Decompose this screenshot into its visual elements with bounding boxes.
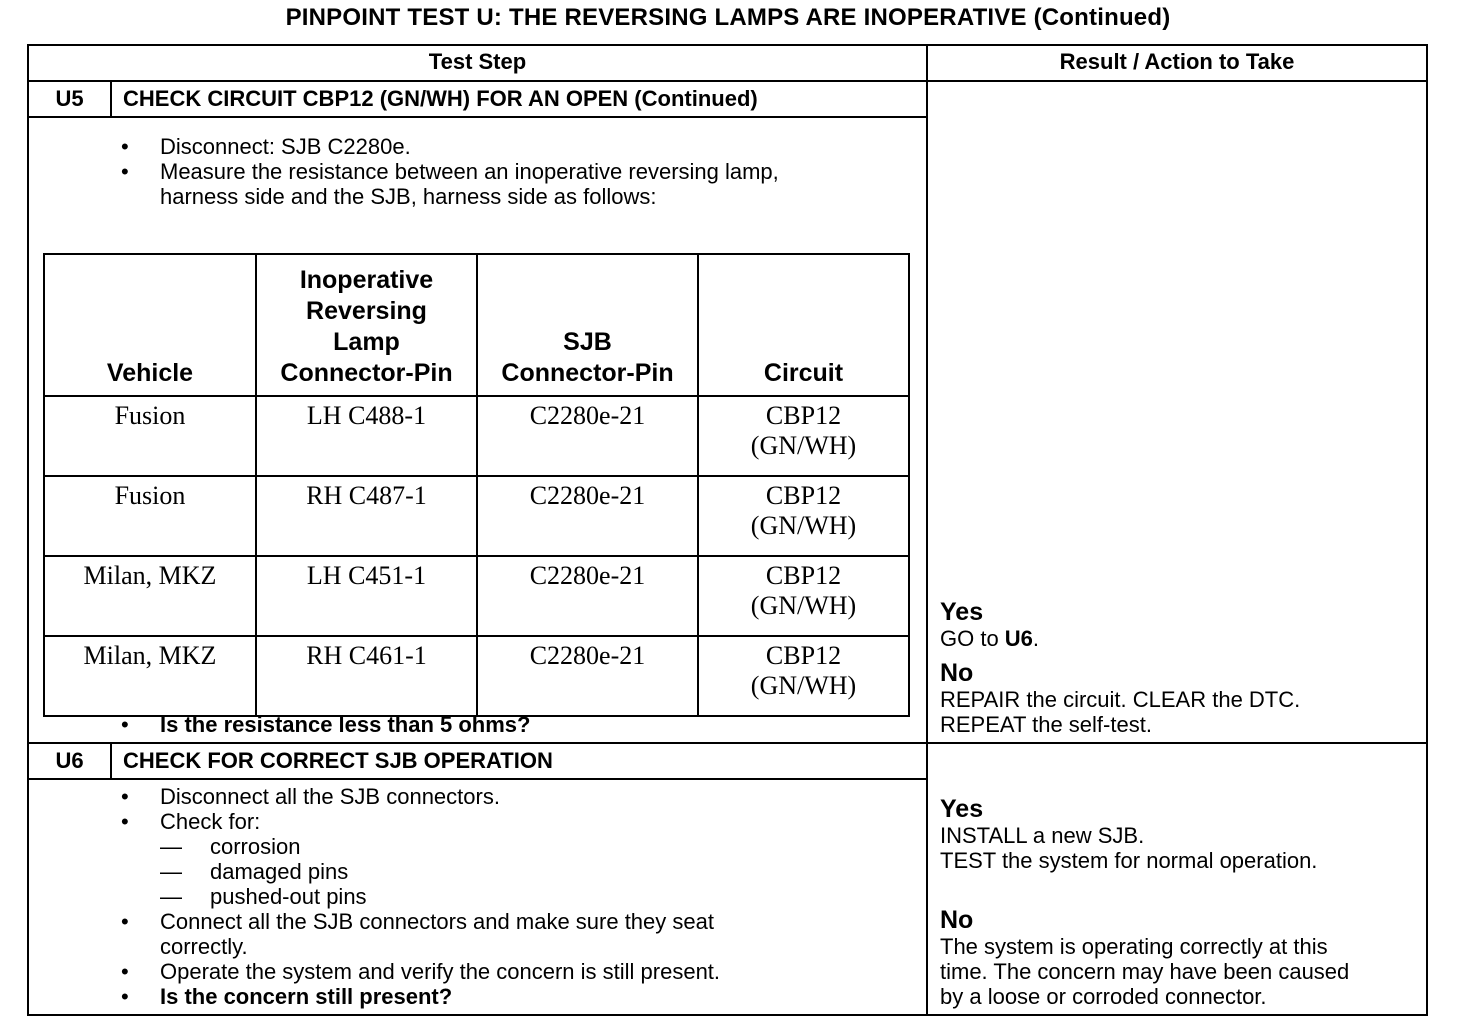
circuit-cell [698,476,909,556]
circuit-id: CBP12 [765,401,842,430]
vehicle-cell: Fusion [44,396,256,476]
table-row [44,476,909,556]
u6-question: Is the concern still present? [160,984,453,1009]
dash-icon: — [160,859,182,884]
circuit-color: (GN/WH) [750,671,857,700]
u6-step-number: U6 [55,748,84,773]
spec-table-header-row [44,254,909,396]
circuit-cell [698,396,909,476]
u6-yes-label: Yes [940,795,984,823]
u5-title-divider [27,116,927,118]
u6-instruction-connect-cont: correctly. [160,934,248,959]
sjb-connector-cell: C2280e-21 [477,556,698,636]
lamp-connector-cell: LH C451-1 [256,556,477,636]
header-line: SJB [563,328,612,356]
lamp-connector-cell: LH C488-1 [256,396,477,476]
test-step-header: Test Step [428,49,527,74]
sjb-connector-cell: C2280e-21 [477,396,698,476]
dash-icon: — [160,884,182,909]
result-header: Result / Action to Take [1059,49,1295,74]
u6-no-action-2: time. The concern may have been caused [940,959,1350,984]
vehicle-cell: Milan, MKZ [44,636,256,716]
header-line: Connector-Pin [501,359,674,387]
circuit-cell [698,556,909,636]
u6-instruction-connect: Connect all the SJB connectors and make sure they seat [160,909,714,934]
bullet-icon: • [121,959,129,984]
u6-title-divider [27,778,927,780]
circuit-id: CBP12 [765,641,842,670]
check-item-corrosion: corrosion [210,834,301,859]
u5-instruction-measure: Measure the resistance between an inoperative reversing lamp, [160,159,779,184]
dash-icon: — [160,834,182,859]
header-line: Inoperative [299,266,434,294]
u5-instruction-measure-cont: harness side and the SJB, harness side as follows: [160,184,657,209]
u5-instruction-disconnect: Disconnect: SJB C2280e. [160,134,411,159]
sjb-connector-header [477,254,698,396]
bullet-icon: • [121,984,129,1009]
vehicle-header: Vehicle [44,254,256,396]
lamp-connector-header [256,254,477,396]
header-line: Connector-Pin [280,359,453,387]
sjb-connector-cell: C2280e-21 [477,476,698,556]
u6-number-divider [110,743,112,780]
circuit-color: (GN/WH) [750,511,857,540]
u6-no-label: No [940,906,974,934]
u5-number-divider [110,81,112,118]
u6-step-title: CHECK FOR CORRECT SJB OPERATION [123,748,553,773]
bullet-icon: • [121,809,129,834]
column-divider [926,44,928,1016]
sjb-connector-cell: C2280e-21 [477,636,698,716]
header-line: Lamp [333,328,400,356]
table-row [44,636,909,716]
u5-step-title: CHECK CIRCUIT CBP12 (GN/WH) FOR AN OPEN (Continued) [123,86,758,111]
bullet-icon: • [121,909,129,934]
lamp-connector-cell: RH C461-1 [256,636,477,716]
u5-yes-action [940,626,1039,651]
u5-no-action-2: REPEAT the self-test. [940,712,1152,737]
circuit-color: (GN/WH) [750,591,857,620]
u5-no-action-1: REPAIR the circuit. CLEAR the DTC. [940,687,1301,712]
u5-no-label: No [940,659,974,687]
header-line: Reversing [306,297,427,325]
u6-no-action-3: by a loose or corroded connector. [940,984,1267,1009]
vehicle-cell: Fusion [44,476,256,556]
u6-instruction-check: Check for: [160,809,261,834]
u6-yes-action-2: TEST the system for normal operation. [940,848,1318,873]
u6-instruction-operate: Operate the system and verify the concern is still present. [160,959,721,984]
circuit-id: CBP12 [765,561,842,590]
goto-step-ref: U6 [1004,626,1033,651]
u5-question: Is the resistance less than 5 ohms? [160,712,531,737]
vehicle-cell: Milan, MKZ [44,556,256,636]
table-row [44,396,909,476]
u5-yes-label: Yes [940,598,984,626]
circuit-cell [698,636,909,716]
table-row [44,556,909,636]
bullet-icon: • [121,159,129,184]
resistance-spec-table [43,253,910,717]
bullet-icon: • [121,712,129,737]
check-item-damaged-pins: damaged pins [210,859,349,884]
u5-u6-divider [27,742,1428,744]
bullet-icon: • [121,784,129,809]
circuit-header: Circuit [698,254,909,396]
check-item-pushed-out-pins: pushed-out pins [210,884,367,909]
page-title: PINPOINT TEST U: THE REVERSING LAMPS ARE INOPERATIVE (Continued) [285,4,1171,31]
u6-no-action-1: The system is operating correctly at this [940,934,1328,959]
u6-instruction-disconnect: Disconnect all the SJB connectors. [160,784,500,809]
circuit-color: (GN/WH) [750,431,857,460]
bullet-icon: • [121,134,129,159]
lamp-connector-cell: RH C487-1 [256,476,477,556]
u6-yes-action-1: INSTALL a new SJB. [940,823,1145,848]
circuit-id: CBP12 [765,481,842,510]
u5-step-number: U5 [55,86,84,111]
yes-action-text: GO to [940,626,1005,651]
yes-action-end: . [1032,626,1040,651]
header-divider [27,80,1428,82]
